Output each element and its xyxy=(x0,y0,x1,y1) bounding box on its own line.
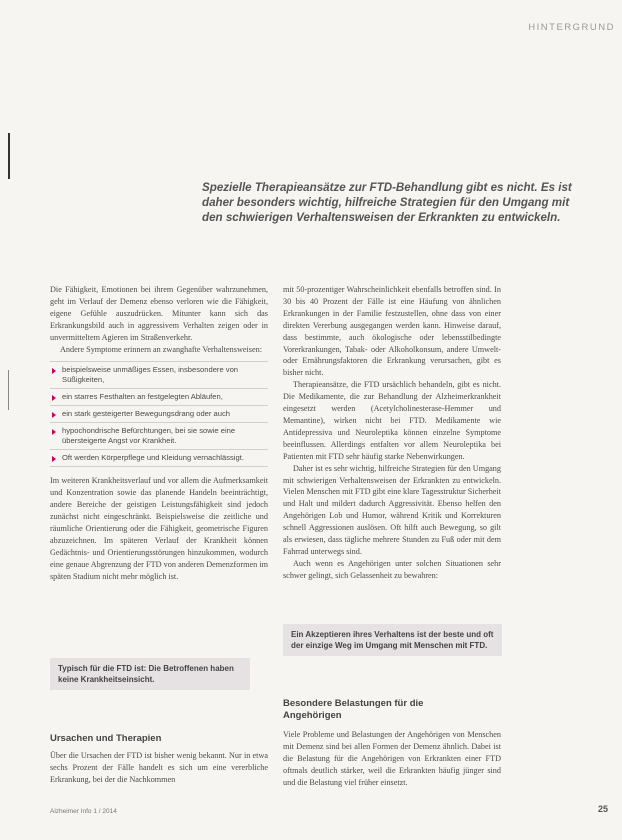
scan-margin-mark xyxy=(8,370,9,410)
right-column xyxy=(283,284,501,582)
list-item: ein starres Festhalten an festgelegten Abläufen, xyxy=(50,389,268,406)
symptom-list xyxy=(50,361,268,467)
list-item: Oft werden Körperpflege und Kleidung vernachlässigt. xyxy=(50,450,268,467)
paragraph: Daher ist es sehr wichtig, hilfreiche Strategien für den Umgang mit schwierigen Verhaltensweisen der Erkrankten zu entwickeln. Vielen Menschen mit FTD gibt eine klare Tagesstruktur Sicherheit und Halt und mildert dadurch Aggressivität. Ebenso helfen den Angehörigen Lob und Humor, während Kritik und Korrekturen schnell Aggressionen auslösen. Oft hilft auch Bewegung, so gilt als erwiesen, dass tägliche mehrere Stunden zu Fuß oder mit dem Fahrrad unterwegs sind. xyxy=(283,463,501,556)
highlight-box: Ein Akzeptieren ihres Verhaltens ist der beste und oft der einzige Weg im Umgang mit Menschen mit FTD. xyxy=(283,624,502,656)
paragraph: Therapieansätze, die FTD ursächlich behandeln, gibt es nicht. Die Medikamente, die zur Behandlung der Alzheimerkrankheit eingesetzt werden (Acetylcholinesterase-Hemmer und Memantine), wirken nicht bei FTD. Medikamente wie Antidepressiva und Neuroleptika können einzelne Symptome beeinflussen. Allerdings entfalten vor allem Neuroleptika bei Patienten mit FTD sehr häufig starke Nebenwirkungen. xyxy=(283,380,501,461)
paragraph: Über die Ursachen der FTD ist bisher wenig bekannt. Nur in etwa sechs Prozent der Fälle handelt es sich um eine vererbliche Erkrankung, bei der die Nachkommen xyxy=(50,751,268,784)
intro-text: Spezielle Therapieansätze zur FTD-Behandlung gibt es nicht. Es ist daher besonders wichtig, hilfreiche Strategien für den Umgang mit den schwierigen Verhaltensweisen der Erkrankten zu entwickeln. xyxy=(202,181,572,224)
paragraph: Im weiteren Krankheitsverlauf und vor allem die Aufmerksamkeit und Konzentration sowie das planende Handeln beeinträchtigt, andere Bereiche der geistigen Leistungsfähigkeit sind jedoch zunächst nicht eingeschränkt. Beispielsweise die zeitliche und räumliche Orientierung oder die Fähigkeit, geometrische Figuren abzuzeichnen. Im späteren Verlauf der Krankheit können Gedächtnis- und Orientierungsstörungen hinzukommen, wodurch eine genaue Abgrenzung der FTD von anderen Demenzformen im späten Stadium nicht mehr möglich ist. xyxy=(50,476,268,581)
paragraph: Die Fähigkeit, Emotionen bei ihrem Gegenüber wahrzunehmen, geht im Verlauf der Demenz ebenso verloren wie die Fähigkeit, eigene Gefühle auszudrücken. Mitunter kann sich das Erkrankungsbild auch in aggressivem Verhalten zeigen oder in unvermitteltem Agieren im Straßenverkehr. xyxy=(50,285,268,342)
left-column xyxy=(50,284,268,583)
list-item: hypochondrische Befürchtungen, bei sie sowie eine übersteigerte Angst vor Krankheit. xyxy=(50,423,268,450)
section-label: HINTERGRUND xyxy=(528,22,615,33)
list-item: beispielsweise unmäßiges Essen, insbesondere von Süßigkeiten, xyxy=(50,362,268,389)
paragraph: Viele Probleme und Belastungen der Angehörigen von Menschen mit Demenz sind bei allen Formen der Demenz ähnlich. Dabei ist die Belastung für die Angehörigen von Erkrankten einer FTD oftmals deutlich stärker, weil die Erkrankten häufig jünger sind und die Belastung viel früher einsetzt. xyxy=(283,730,501,787)
footer-issue: Alzheimer Info 1 / 2014 xyxy=(50,808,117,815)
list-item: ein stark gesteigerter Bewegungsdrang oder auch xyxy=(50,406,268,423)
section-heading: Besondere Belastungen für die Angehörigen xyxy=(283,698,424,721)
paragraph: mit 50-prozentiger Wahrscheinlichkeit ebenfalls betroffen sind. In 30 bis 40 Prozent der Fälle ist eine Häufung von ähnlichen Erkrankungen in der Familie festzustellen, ohne dass von einer direkten Vererbung ausgegangen werden kann. Hinweise darauf, dass bestimmte, auch ökologische oder lebensstilbedingte Vorerkrankungen, Tabak- oder Alkoholkonsum, andere Umwelt- oder Ernährungsfaktoren die Erkrankung verursachen, gibt es bisher nicht. xyxy=(283,285,501,378)
highlight-box: Typisch für die FTD ist: Die Betroffenen haben keine Krankheitseinsicht. xyxy=(50,658,250,690)
paragraph: Andere Symptome erinnern an zwanghafte Verhaltensweisen: xyxy=(60,344,262,354)
paragraph: Auch wenn es Angehörigen unter solchen Situationen sehr schwer gelingt, sich Gelassenheit zu bewahren: xyxy=(283,558,501,580)
section-heading: Ursachen und Therapien xyxy=(50,733,162,744)
page-number: 25 xyxy=(598,804,609,814)
scan-margin-mark xyxy=(8,133,10,179)
